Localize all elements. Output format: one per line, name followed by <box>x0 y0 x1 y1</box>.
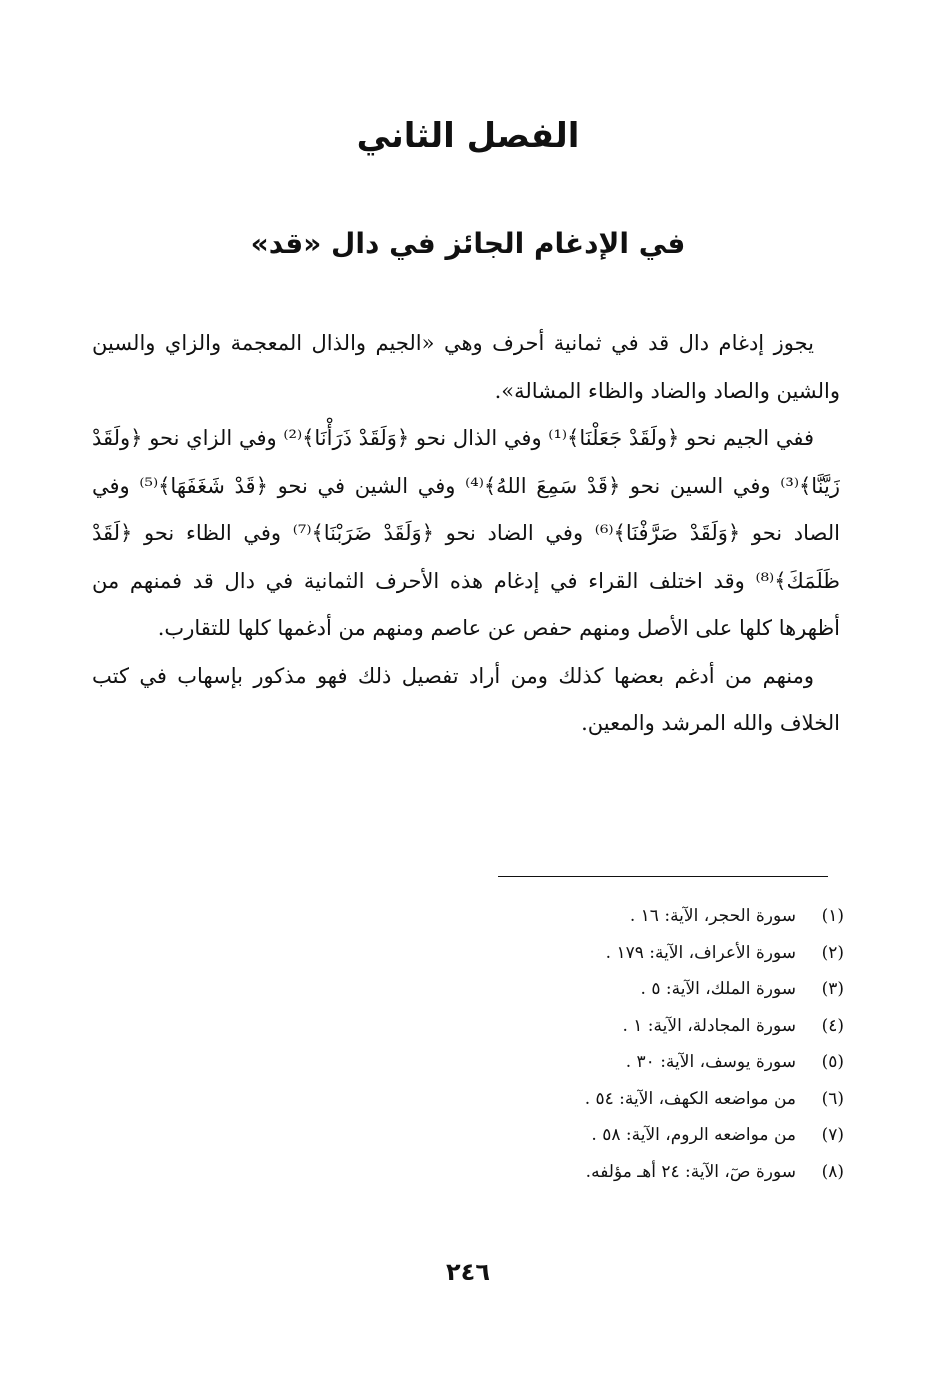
paragraph: ففي الجيم نحو ﴿ولَقَدْ جَعَلْنَا﴾⁽¹⁾ وفي الذال نحو ﴿وَلَقَدْ ذَرَأْنَا﴾⁽²⁾ وفي الزاي نحو ﴿ولَقَدْ زَيَّنَّا﴾⁽³⁾ وفي السين نحو ﴿قَدْ سَمِعَ اللهُ﴾⁽⁴⁾ وفي الشين في نحو ﴿قَدْ شَغَفَهَا﴾⁽⁵⁾ وفي الصاد نحو ﴿وَلَقَدْ صَرَّفْنَا﴾⁽⁶⁾ وفي الضاد نحو ﴿وَلَقَدْ ضَرَبْنَا﴾⁽⁷⁾ وفي الظاء نحو ﴿لَقَدْ ظَلَمَكَ﴾⁽⁸⁾ وقد اختلف القراء في إدغام هذه الأحرف الثمانية في دال قد فمنهم من أظهرها كلها على الأصل ومنهم حفص عن عاصم ومنهم من أدغمها كلها للتقارب. <box>92 426 840 640</box>
footnote-number: (٣) <box>821 979 844 999</box>
footnote-number: (٧) <box>821 1125 844 1145</box>
footnote-number: (٤) <box>821 1015 844 1036</box>
footnote-list <box>424 898 844 1190</box>
footnote-item <box>424 1117 844 1154</box>
paragraph: يجوز إدغام دال قد في ثمانية أحرف وهي «الجيم والذال المعجمة والزاي والسين والشين والصاد والضاد والظاء المشالة». <box>92 331 840 403</box>
footnote-item <box>424 1044 844 1081</box>
footnote-text: من مواضعه الكهف، الآية: ٥٤ . <box>584 1088 796 1109</box>
footnote-number: (٦) <box>821 1088 844 1109</box>
body-text <box>92 320 840 748</box>
footnote-item <box>424 1154 844 1191</box>
footnote-item <box>424 898 844 935</box>
paragraph: ومنهم من أدغم بعضها كذلك ومن أراد تفصيل ذلك فهو مذكور بإسهاب في كتب الخلاف والله المرشد والمعين. <box>92 663 840 735</box>
footnote-number: (٨) <box>821 1161 844 1182</box>
footnote-text: سورة الحجر، الآية: ١٦ . <box>629 906 796 926</box>
footnote-item <box>424 1081 844 1118</box>
footnote-number: (١) <box>821 906 844 926</box>
footnote-item <box>424 935 844 972</box>
footnote-divider <box>498 876 828 877</box>
footnote-text: سورة يوسف، الآية: ٣٠ . <box>625 1052 796 1072</box>
footnote-number: (٥) <box>821 1052 844 1072</box>
footnote-text: سورة صٓ، الآية: ٢٤ أهـ مؤلفه. <box>585 1161 796 1182</box>
footnote-item <box>424 1008 844 1045</box>
footnote-number: (٢) <box>821 942 844 963</box>
section-title: في الإدغام الجائز في دال «قد» <box>250 227 686 260</box>
footnote-text: سورة المجادلة، الآية: ١ . <box>622 1015 796 1036</box>
footnote-text: سورة الأعراف، الآية: ١٧٩ . <box>605 942 796 963</box>
footnote-text: من مواضعه الروم، الآية: ٥٨ . <box>591 1125 796 1145</box>
footnote-text: سورة الملك، الآية: ٥ . <box>640 979 796 999</box>
chapter-title: الفصل الثاني <box>356 116 580 156</box>
footnote-item <box>424 971 844 1008</box>
page-number: ٢٤٦ <box>446 1258 490 1286</box>
